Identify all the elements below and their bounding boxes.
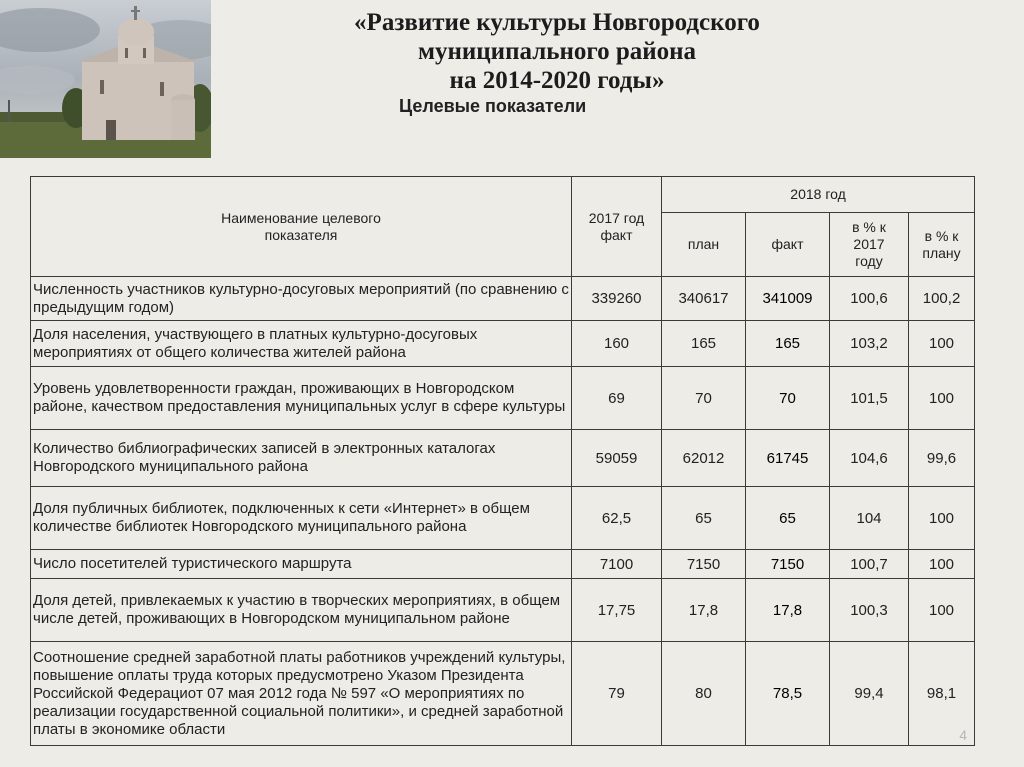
indicator-name-cell: Соотношение средней заработной платы работников учреждений культуры, повышение оплаты труда которых предусмотрено Указом Президента Российской Федерациoт 07 мая 2012 года № 597 «О мероприятиях по реализации государственной социальной политики», и средней заработной платы в экономике области xyxy=(31,642,572,746)
indicator-name-cell: Уровень удовлетворенности граждан, проживающих в Новгородском районе, качеством предоставления муниципальных услуг в сфере культуры xyxy=(31,367,572,430)
plan-2018-cell: 65 xyxy=(662,487,746,550)
fact-2017-cell: 59059 xyxy=(572,430,662,487)
fact-2018-cell: 61745 xyxy=(746,430,830,487)
pct-plan-cell: 100 xyxy=(909,321,975,367)
header-fact: факт xyxy=(746,213,830,277)
plan-2018-cell: 80 xyxy=(662,642,746,746)
table-row xyxy=(31,430,975,487)
pct-plan-cell: 100 xyxy=(909,579,975,642)
table-row xyxy=(31,321,975,367)
pct-2017-cell: 100,6 xyxy=(830,277,909,321)
title-line-1: «Развитие культуры Новгородского xyxy=(354,9,760,36)
pct-2017-cell: 104,6 xyxy=(830,430,909,487)
indicator-name-cell: Количество библиографических записей в электронных каталогах Новгородского муниципального района xyxy=(31,430,572,487)
fact-2017-cell: 17,75 xyxy=(572,579,662,642)
page-number: 4 xyxy=(959,727,967,743)
fact-2018-cell: 165 xyxy=(746,321,830,367)
fact-2017-cell: 62,5 xyxy=(572,487,662,550)
plan-2018-cell: 7150 xyxy=(662,550,746,579)
table-row xyxy=(31,367,975,430)
header-2017-fact: 2017 год факт xyxy=(572,177,662,277)
pct-2017-cell: 100,7 xyxy=(830,550,909,579)
pct-plan-cell: 99,6 xyxy=(909,430,975,487)
title-line-3: на 2014-2020 годы» xyxy=(449,67,665,94)
indicator-name-cell: Доля детей, привлекаемых к участию в творческих мероприятиях, в общем числе детей, проживающих в Новгородском муниципальном районе xyxy=(31,579,572,642)
pct-2017-cell: 101,5 xyxy=(830,367,909,430)
fact-2017-cell: 339260 xyxy=(572,277,662,321)
plan-2018-cell: 165 xyxy=(662,321,746,367)
fact-2017-cell: 69 xyxy=(572,367,662,430)
indicator-name-cell: Доля населения, участвующего в платных культурно-досуговых мероприятиях от общего количества жителей района xyxy=(31,321,572,367)
slide-title xyxy=(262,8,852,95)
fact-2017-cell: 7100 xyxy=(572,550,662,579)
indicators-table xyxy=(30,176,975,746)
title-line-2: муниципального района xyxy=(417,38,697,65)
fact-2018-cell: 70 xyxy=(746,367,830,430)
table-row xyxy=(31,277,975,321)
pct-2017-cell: 104 xyxy=(830,487,909,550)
pct-plan-cell: 100 xyxy=(909,550,975,579)
church-photo xyxy=(0,0,211,158)
header-plan: план xyxy=(662,213,746,277)
plan-2018-cell: 62012 xyxy=(662,430,746,487)
indicator-name-cell: Доля публичных библиотек, подключенных к сети «Интернет» в общем количестве библиотек Новгородского муниципального района xyxy=(31,487,572,550)
fact-2018-cell: 341009 xyxy=(746,277,830,321)
indicator-name-cell: Численность участников культурно-досуговых мероприятий (по сравнению с предыдущим годом) xyxy=(31,277,572,321)
table-row xyxy=(31,642,975,746)
pct-plan-cell: 100 xyxy=(909,487,975,550)
pct-2017-cell: 100,3 xyxy=(830,579,909,642)
fact-2018-cell: 65 xyxy=(746,487,830,550)
fact-2018-cell: 7150 xyxy=(746,550,830,579)
plan-2018-cell: 70 xyxy=(662,367,746,430)
fact-2017-cell: 160 xyxy=(572,321,662,367)
table-row xyxy=(31,487,975,550)
header-pct-2017: в % к 2017 году xyxy=(830,213,909,277)
fact-2017-cell: 79 xyxy=(572,642,662,746)
plan-2018-cell: 340617 xyxy=(662,277,746,321)
fact-2018-cell: 17,8 xyxy=(746,579,830,642)
pct-2017-cell: 99,4 xyxy=(830,642,909,746)
plan-2018-cell: 17,8 xyxy=(662,579,746,642)
pct-plan-cell: 100,2 xyxy=(909,277,975,321)
pct-plan-cell: 100 xyxy=(909,367,975,430)
pct-plan-cell: 98,1 xyxy=(909,642,975,746)
fact-2018-cell: 78,5 xyxy=(746,642,830,746)
indicator-name-cell: Число посетителей туристического маршрута xyxy=(31,550,572,579)
table-row xyxy=(31,579,975,642)
header-indicator-name: Наименование целевого показателя xyxy=(31,177,572,277)
pct-2017-cell: 103,2 xyxy=(830,321,909,367)
header-pct-plan: в % к плану xyxy=(909,213,975,277)
table-row xyxy=(31,550,975,579)
slide-subtitle: Целевые показатели xyxy=(399,96,587,116)
header-2018-year: 2018 год xyxy=(662,177,975,213)
